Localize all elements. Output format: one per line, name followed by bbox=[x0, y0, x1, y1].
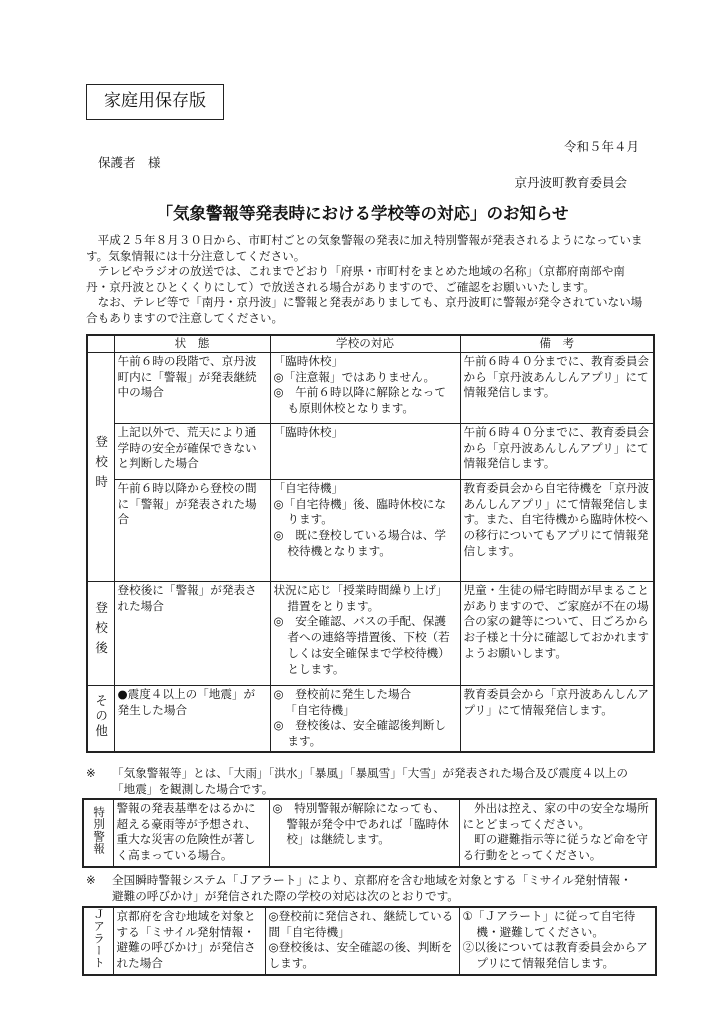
table-row bbox=[83, 907, 656, 975]
note-mark: ※ bbox=[86, 873, 96, 887]
note-cell: ①「Ｊアラート」に従って自宅待機・避難してください。 ②以後については教育委員会からアプリにて情報発信します。 bbox=[459, 907, 656, 975]
special-warning-label: 特別警報 bbox=[83, 799, 113, 867]
keep-at-home-stamp: 家庭用保存版 bbox=[86, 84, 224, 120]
response-cell: ◎登校前に発信され、継続している間「自宅待機」 ◎登校後は、安全確認の後、判断をします。 bbox=[265, 907, 459, 975]
response-cell: ◎ 特別警報が解除になっても、警報が発令中であれば「臨時休校」は継続します。 bbox=[269, 799, 459, 867]
table-row bbox=[87, 582, 654, 686]
state-cell: 京都府を含む地域を対象とする「ミサイル発射情報・避難の呼びかけ」が発信された場合 bbox=[113, 907, 265, 975]
header-note: 備 考 bbox=[460, 335, 654, 353]
group-label-before-school: 登校時 bbox=[87, 353, 114, 582]
issue-date: 令和５年４月 bbox=[563, 139, 639, 154]
recipient: 保護者 様 bbox=[98, 155, 161, 170]
intro-paragraph: なお、テレビ等で「南丹・京丹波」に警報と発表がありましても、京丹波町に警報が発令されていない場合もありますので注意してください。 bbox=[86, 295, 643, 325]
state-cell: 警報の発表基準をはるかに超える豪雨等が予想され、重大な災害の危険性が著しく高まっている場合。 bbox=[113, 799, 269, 867]
response-cell: 状況に応じ「授業時間繰り上げ」措置をとります。 ◎ 安全確認、バスの手配、保護者への連絡等措置後、下校（若しくは安全確保まで学校待機）とします。 bbox=[270, 582, 460, 686]
footnote-weather-warnings: ※ 「気象警報等」とは、「大雨」「洪水」「暴風」「暴風雪」「大雪」が発表された場合及び震度４以上の 「地震」を観測した場合です。 bbox=[86, 766, 628, 796]
special-warning-table bbox=[82, 798, 657, 868]
header-state: 状 態 bbox=[114, 335, 270, 353]
table-row bbox=[87, 686, 654, 752]
intro-paragraph: テレビやラジオの放送では、これまでどおり「府県・市町村をまとめた地域の名称」（京都府南部や南丹・京丹波とひとくくりにして）で放送される場合がありますので、ご確認をお願いいたします。 bbox=[86, 264, 625, 294]
table-row bbox=[87, 480, 654, 582]
note-cell: 児童・生徒の帰宅時間が早まることがありますので、ご家庭が不在の場合の家の鍵等について、日ごろからお子様と十分に確認しておかれますようお願いします。 bbox=[460, 582, 654, 686]
j-alert-table bbox=[82, 906, 657, 976]
response-cell: ◎ 登校前に発生した場合 「自宅待機」 ◎ 登校後は、安全確認後判断します。 bbox=[270, 686, 460, 752]
header-blank bbox=[87, 335, 114, 353]
table-row bbox=[87, 424, 654, 480]
response-cell: 「臨時休校」 ◎「注意報」ではありません。 ◎ 午前６時以降に解除となっても原則休校となります。 bbox=[270, 353, 460, 424]
footnote-j-alert: ※ 全国瞬時警報システム「Ｊアラート」により、京都府を含む地域を対象とする「ミサイル発射情報・ 避難の呼びかけ」が発信された際の学校の対応は次のとおりです。 bbox=[86, 873, 632, 903]
table-header-row bbox=[87, 335, 654, 353]
state-cell: ●震度４以上の「地震」が発生した場合 bbox=[114, 686, 270, 752]
table-row bbox=[83, 799, 656, 867]
issuer: 京丹波町教育委員会 bbox=[514, 175, 627, 190]
table-row bbox=[87, 353, 654, 424]
note-cell: 外出は控え、家の中の安全な場所にとどまってください。 町の避難指示等に従うなど命を守る行動をとってください。 bbox=[459, 799, 656, 867]
j-alert-label: Ｊアラート bbox=[83, 907, 113, 975]
note-cell: 教育委員会から自宅待機を「京丹波あんしんアプリ」にて情報発信します。また、自宅待機から臨時休校への移行についてもアプリにて情報発信します。 bbox=[460, 480, 654, 582]
intro-text bbox=[86, 233, 646, 327]
page-title: 「気象警報等発表時における学校等の対応」のお知らせ bbox=[156, 204, 569, 223]
response-cell: 「自宅待機」 ◎「自宅待機」後、臨時休校になります。 ◎ 既に登校している場合は、学校待機となります。 bbox=[270, 480, 460, 582]
note-cell: 午前６時４０分までに、教育委員会から「京丹波あんしんアプリ」にて情報発信します。 bbox=[460, 424, 654, 480]
state-cell: 午前６時の段階で、京丹波町内に「警報」が発表継続中の場合 bbox=[114, 353, 270, 424]
state-cell: 登校後に「警報」が発表された場合 bbox=[114, 582, 270, 686]
group-label-other: その他 bbox=[87, 686, 114, 752]
header-response: 学校の対応 bbox=[270, 335, 460, 353]
response-cell: 「臨時休校」 bbox=[270, 424, 460, 480]
intro-paragraph: 平成２５年８月３０日から、市町村ごとの気象警報の発表に加え特別警報が発表されるようになっています。気象情報には十分注意してください。 bbox=[86, 233, 643, 263]
main-response-table bbox=[86, 334, 655, 753]
note-cell: 午前６時４０分までに、教育委員会から「京丹波あんしんアプリ」にて情報発信します。 bbox=[460, 353, 654, 424]
state-cell: 午前６時以降から登校の間に「警報」が発表された場合 bbox=[114, 480, 270, 582]
note-cell: 教育委員会から「京丹波あんしんアプリ」にて情報発信します。 bbox=[460, 686, 654, 752]
state-cell: 上記以外で、荒天により通学時の安全が確保できないと判断した場合 bbox=[114, 424, 270, 480]
group-label-after-arrival: 登校後 bbox=[87, 582, 114, 686]
note-mark: ※ bbox=[86, 766, 96, 780]
